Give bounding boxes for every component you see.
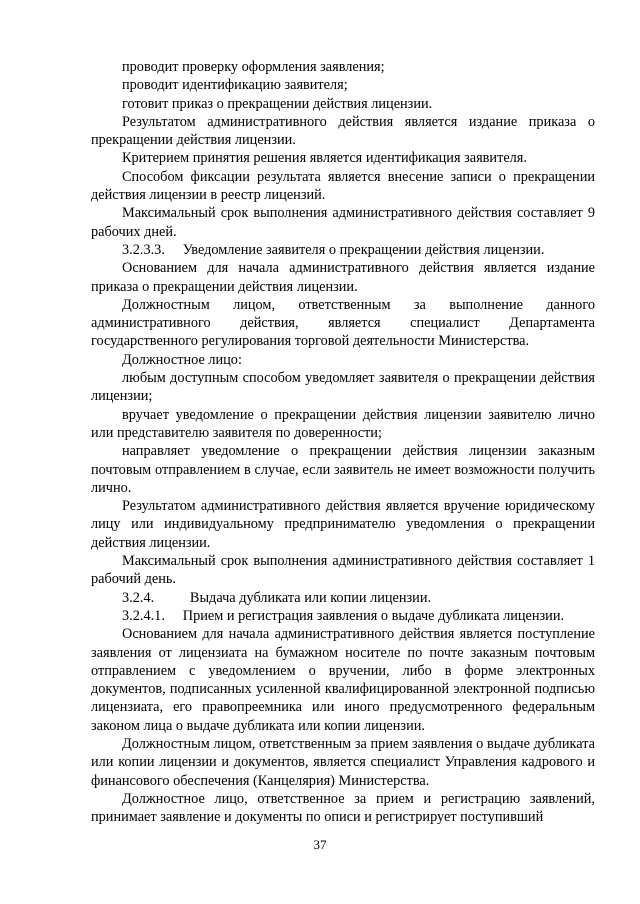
document-body (91, 58, 595, 826)
paragraph: Основанием для начала административного действия является поступление заявления от лицензиата на бумажном носителе по почте заказным почтовым отправлением с уведомлением о вручении, либо в форме электронных документов, подписанных усиленной квалифицированной электронной подписью лицензиата, его правопреемника или иного предусмотренного федеральным законом лица о выдаче дубликата или копии лицензии. (91, 626, 595, 734)
paragraph: Критерием принятия решения является идентификация заявителя. (122, 150, 527, 167)
paragraph: проводит проверку оформления заявления; (122, 59, 385, 75)
paragraph: Способом фиксации результата является внесение записи о прекращении действия лицензии в реестр лицензий. (91, 168, 595, 204)
page-number: 37 (313, 837, 327, 852)
paragraph: Основанием для начала административного действия является издание приказа о прекращении действия лицензии. (91, 260, 595, 295)
paragraph: Должностное лицо, ответственное за прием и регистрацию заявлений, принимает заявление и документы по описи и регистрирует поступивший (91, 790, 595, 826)
paragraph: вручает уведомление о прекращении действия лицензии заявителю лично или представителю заявителя по доверенности; (91, 406, 595, 441)
paragraph: любым доступным способом уведомляет заявителя о прекращении действия лицензии; (91, 370, 595, 405)
paragraph: Максимальный срок выполнения административного действия составляет 9 рабочих дней. (91, 205, 595, 240)
paragraph: готовит приказ о прекращении действия лицензии. (122, 95, 433, 112)
paragraph: Должностным лицом, ответственным за прием заявления о выдаче дубликата или копии лицензии и документов, является специалист Управления кадрового и финансового обеспечения (Канцелярия) Министерства. (91, 735, 595, 789)
paragraph: Должностное лицо: (122, 351, 242, 368)
paragraph: Максимальный срок выполнения административного действия составляет 1 рабочий день. (91, 553, 595, 588)
paragraph: направляет уведомление о прекращении действия лицензии заказным почтовым отправлением в случае, если заявитель не имеет возможности получить лично. (91, 443, 595, 496)
section-heading: 3.2.4. Выдача дубликата или копии лицензии. (122, 589, 432, 606)
paragraph: Результатом административного действия является вручение юридическому лицу или индивидуальному предпринимателю уведомления о прекращении действия лицензии. (91, 498, 595, 551)
paragraph: Должностным лицом, ответственным за выполнение данного административного действия, является специалист Департамента государственного регулирования торговой деятельности Министерства. (91, 296, 595, 350)
section-heading: 3.2.3.3. Уведомление заявителя о прекращении действия лицензии. (122, 241, 545, 258)
paragraph: проводит идентификацию заявителя; (122, 77, 348, 94)
section-heading: 3.2.4.1. Прием и регистрация заявления о выдаче дубликата лицензии. (122, 607, 565, 624)
paragraph: Результатом административного действия является издание приказа о прекращении действия лицензии. (91, 113, 595, 149)
